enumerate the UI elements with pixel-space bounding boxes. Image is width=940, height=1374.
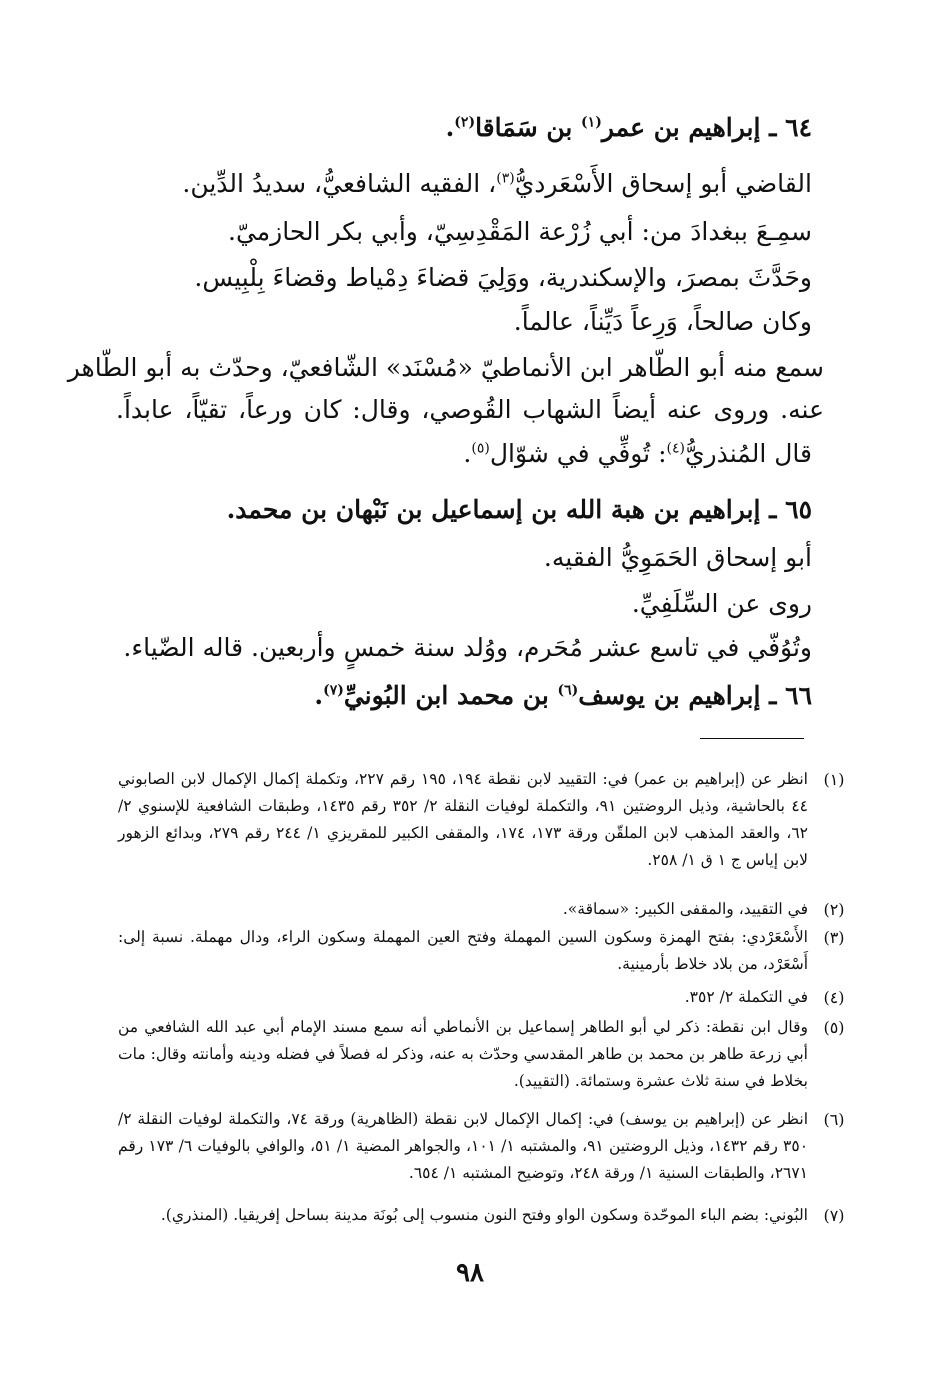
body-text: عنه. وروى عنه أيضاً الشهاب القُوصي، وقال: كان ورعاً، تقيّاً، عابداً. <box>116 395 824 424</box>
footnote-text: وقال ابن نقطة: ذكر لي أبو الطاهر إسماعيل بن الأنماطي أنه سمع مسند الإمام أبي عبد الله الشافعي من أبي زرعة طاهر بن محمد بن طاهر المقدسي وحدّث به عنه، وذكر له فصلاً في فضله ودينه وأمانته وقال: مات بخلاط في سنة ثلاث عشرة وستمائة. (التقييد). <box>118 1018 808 1090</box>
footnote-label: (١) <box>823 770 845 789</box>
footnote-text: البُوني: بضم الباء الموحّدة وسكون الواو وفتح النون منسوب إلى بُونَة مدينة بساحل إفريقيا. (المنذري). <box>160 1206 808 1224</box>
body-text: سمِـعَ ببغدادَ من: أبي زُرْعة المَقْدِسِيّ، وأبي بكر الحازميّ. <box>228 217 812 246</box>
body-text: وتُوُفّي في تاسع عشر مُحَرم، ووُلد سنة خمسٍ وأربعين. قاله الضّياء. <box>123 633 812 662</box>
entry-heading-text: بن سَمَاقا <box>475 113 582 142</box>
footnote-ref: (٣) <box>496 170 515 187</box>
entry-65-heading <box>227 490 812 530</box>
punctuation: . <box>314 681 324 710</box>
body-text: وحَدَّثَ بمصرَ، والإسكندرية، ووَلِيَ قضاءَ دِمْياط وقضاءَ بِلْبِيس. <box>194 263 812 292</box>
footnote-text: في التكملة ٢/ ٣٥٢. <box>684 988 808 1006</box>
entry-heading-text: بن محمد ابن البُونيِّ <box>343 681 558 710</box>
page-number: ٩٨ <box>456 1258 484 1288</box>
footnote-ref: (٢) <box>454 114 476 131</box>
footnote-ref: (٧) <box>323 682 344 699</box>
body-line <box>228 212 812 252</box>
body-text: . <box>463 439 472 468</box>
footnote-label: (٤) <box>823 988 845 1007</box>
footnote-ref: (٤) <box>666 440 685 457</box>
footnote-label: (٦) <box>823 1110 845 1129</box>
punctuation: . <box>445 113 455 142</box>
body-line <box>514 302 812 342</box>
entry-heading-text: ٦٦ ـ إبراهيم بن يوسف <box>578 681 812 710</box>
footnote-5 <box>118 1014 845 1095</box>
entry-heading-text: ٦٤ ـ إبراهيم بن عمر <box>601 113 812 142</box>
footnote-text: في التقييد، والمقفى الكبير: «سماقة». <box>562 900 808 918</box>
footnote-1 <box>118 766 845 874</box>
footnote-ref: (١) <box>581 114 602 131</box>
footnote-label: (٢) <box>823 900 845 919</box>
footnote-ref: (٦) <box>557 682 579 699</box>
entry-64-heading <box>446 108 812 148</box>
body-text: القاضي أبو إسحاق الأَسْعَرديُّ <box>514 169 812 198</box>
footnote-7 <box>118 1202 845 1229</box>
body-text: ، الفقيه الشافعيُّ، سديدُ الدِّين. <box>182 169 497 198</box>
body-line <box>194 258 812 298</box>
body-line <box>116 390 824 430</box>
footnote-2 <box>118 896 845 923</box>
footnote-label: (٥) <box>823 1018 845 1037</box>
footnote-label: (٣) <box>823 928 845 947</box>
body-line <box>182 164 812 204</box>
entry-66-heading <box>314 676 812 716</box>
body-line <box>544 538 812 578</box>
footnote-label: (٧) <box>823 1206 845 1225</box>
footnote-3 <box>118 924 845 978</box>
body-line <box>123 628 812 668</box>
footnote-separator <box>700 738 804 739</box>
footnote-ref: (٥) <box>471 440 490 457</box>
body-text: : تُوفِّي في شوّال <box>489 439 667 468</box>
body-text: روى عن السِّلَفِيِّ. <box>631 589 812 618</box>
footnote-text: انظر عن (إبراهيم بن يوسف) في: إكمال الإكمال لابن نقطة (الظاهرية) ورقة ٧٤، والتكملة لوفيات النقلة ٢/ ٣٥٠ رقم ١٤٣٢، وذيل الروضتين ٩١، والمشتبه ١/ ١٠١، والجواهر المضية ١/ ٥١، والوافي بالوفيات ٦/ ١٧٣ رقم ٢٦٧١، والطبقات السنية ١/ ورقة ٢٤٨، وتوضيح المشتبه ١/ ٦٥٤. <box>118 1110 809 1182</box>
body-text: سمع منه أبو الطّاهر ابن الأنماطيّ «مُسْنَد» الشّافعيّ، وحدّث به أبو الطّاهر <box>67 353 824 382</box>
footnote-6 <box>118 1106 845 1187</box>
body-line <box>463 434 812 474</box>
body-line <box>632 584 812 624</box>
footnote-4 <box>118 984 845 1011</box>
body-text: وكان صالحاً، وَرِعاً دَيِّناً، عالماً. <box>513 307 812 336</box>
footnote-text: انظر عن (إبراهيم بن عمر) في: التقييد لابن نقطة ١٩٤، ١٩٥ رقم ٢٢٧، وتكملة إكمال الإكمال لابن الصابوني ٤٤ بالحاشية، وذيل الروضتين ٩١، والتكملة لوفيات النقلة ٢/ ٣٥٢ رقم ١٤٣٥، وطبقات الشافعية للإسنوي ٢/ ٦٢، والعقد المذهب لابن الملقّن ورقة ١٧٣، ١٧٤، والمقفى الكبير للمقريزي ١/ ٢٤٤ رقم ٢٧٩، وبدائع الزهور لابن إياس ج ١ ق ١/ ٢٥٨. <box>118 770 809 869</box>
body-line <box>67 348 824 388</box>
entry-heading-text: ٦٥ ـ إبراهيم بن هبة الله بن إسماعيل بن نَبْهان بن محمد. <box>226 495 812 524</box>
body-text: أبو إسحاق الحَمَوِيُّ الفقيه. <box>543 543 812 572</box>
body-text: قال المُنذريُّ <box>684 439 812 468</box>
footnote-text: الأَسْعَرْدي: بفتح الهمزة وسكون السين المهملة وفتح العين المهملة وسكون الراء، ودال مهملة. نسبة إلى: أَسْعَرْد، من بلاد خلاط بأرمينية. <box>118 928 808 973</box>
